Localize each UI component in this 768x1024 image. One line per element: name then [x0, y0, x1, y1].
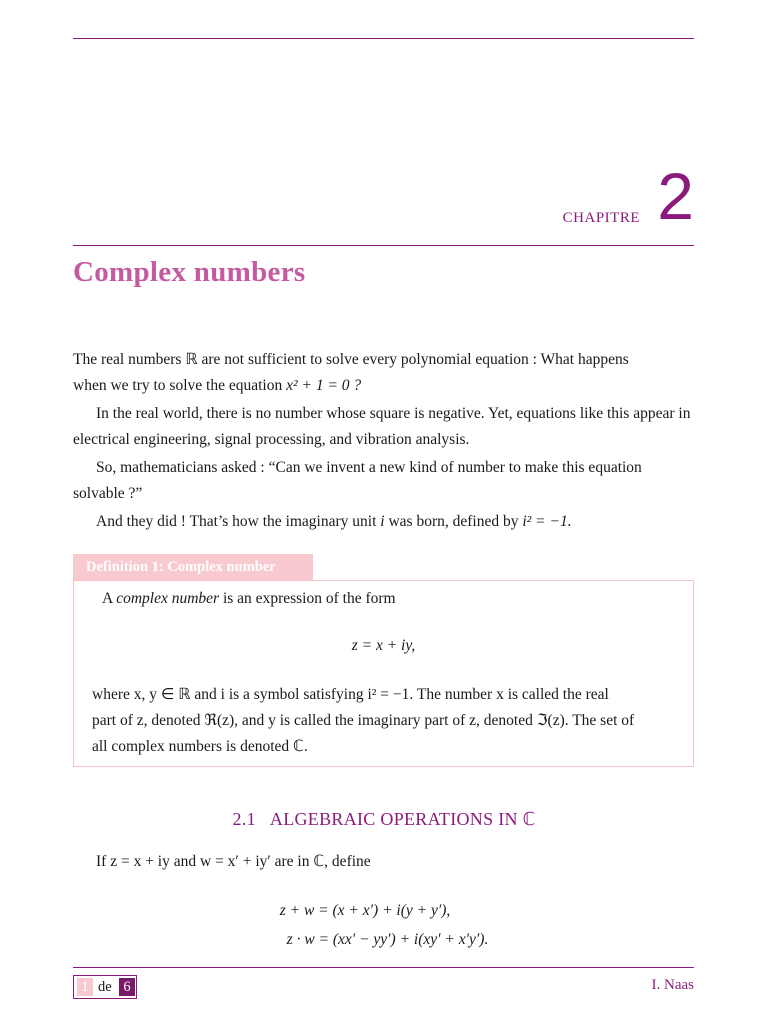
operations-intro: If z = x + iy and w = x′ + iy′ are in ℂ, define [96, 853, 371, 870]
header-rule [73, 38, 694, 39]
current-page: 1 [77, 978, 93, 996]
total-pages: 6 [119, 978, 135, 996]
definition-line-4: all complex numbers is denoted ℂ. [92, 738, 308, 755]
chapter-rule [73, 245, 694, 246]
section-heading [0, 809, 768, 830]
intro-paragraph-2: In the real world, there is no number whose square is negative. Yet, equations like this appear in electrical engineering, signal processing, and vibration analysis. [73, 405, 691, 448]
definition-line1-a: A [102, 590, 117, 607]
chapter-number: 2 [657, 159, 694, 233]
intro-p4-i: i [380, 513, 385, 530]
author-name: I. Naas [651, 977, 694, 993]
definition-equation: z = x + iy, [351, 637, 416, 654]
definition-line1-b: is an expression of the form [219, 590, 396, 607]
footer-rule [73, 967, 694, 968]
intro-text [73, 347, 694, 537]
intro-p1-equation: x² + 1 = 0 ? [286, 377, 362, 394]
chapter-title: Complex numbers [73, 256, 306, 288]
section-title: ALGEBRAIC OPERATIONS IN ℂ [269, 809, 536, 829]
definition-term: complex number [116, 590, 220, 607]
definition-line-3: part of z, denoted ℜ(z), and y is called the imaginary part of z, denoted ℑ(z). The set of [92, 712, 635, 729]
definition-line-2: where x, y ∈ ℝ and i is a symbol satisfying i² = −1. The number x is called the real [92, 686, 609, 703]
page-separator: de [98, 979, 112, 995]
intro-p4-equation: i² = −1. [522, 513, 572, 530]
operations-equation-sum: z + w = (x + x′) + i(y + y′), [279, 902, 451, 919]
intro-p4-text-b: was born, defined by [384, 513, 523, 530]
intro-p1-line1: The real numbers ℝ are not sufficient to solve every polynomial equation : What happens [73, 351, 629, 368]
definition-line-1 [102, 586, 686, 612]
operations-equation-product: z · w = (xx′ − yy′) + i(xy′ + x′y′). [286, 931, 489, 948]
definition-box [73, 580, 694, 767]
intro-p1-line2: when we try to solve the equation [73, 377, 287, 394]
definition-tab: Definition 1: Complex number [73, 554, 313, 580]
intro-p4-text-a: And they did ! That’s how the imaginary unit [96, 513, 381, 530]
intro-paragraph-4 [73, 509, 694, 535]
section-number: 2.1 [232, 809, 256, 829]
intro-paragraph-3: So, mathematicians asked : “Can we invent a new kind of number to make this equation solvable ?” [73, 459, 642, 502]
intro-paragraph-1 [73, 347, 694, 399]
page-indicator [73, 975, 137, 999]
chapter-label: CHAPITRE [562, 210, 640, 226]
